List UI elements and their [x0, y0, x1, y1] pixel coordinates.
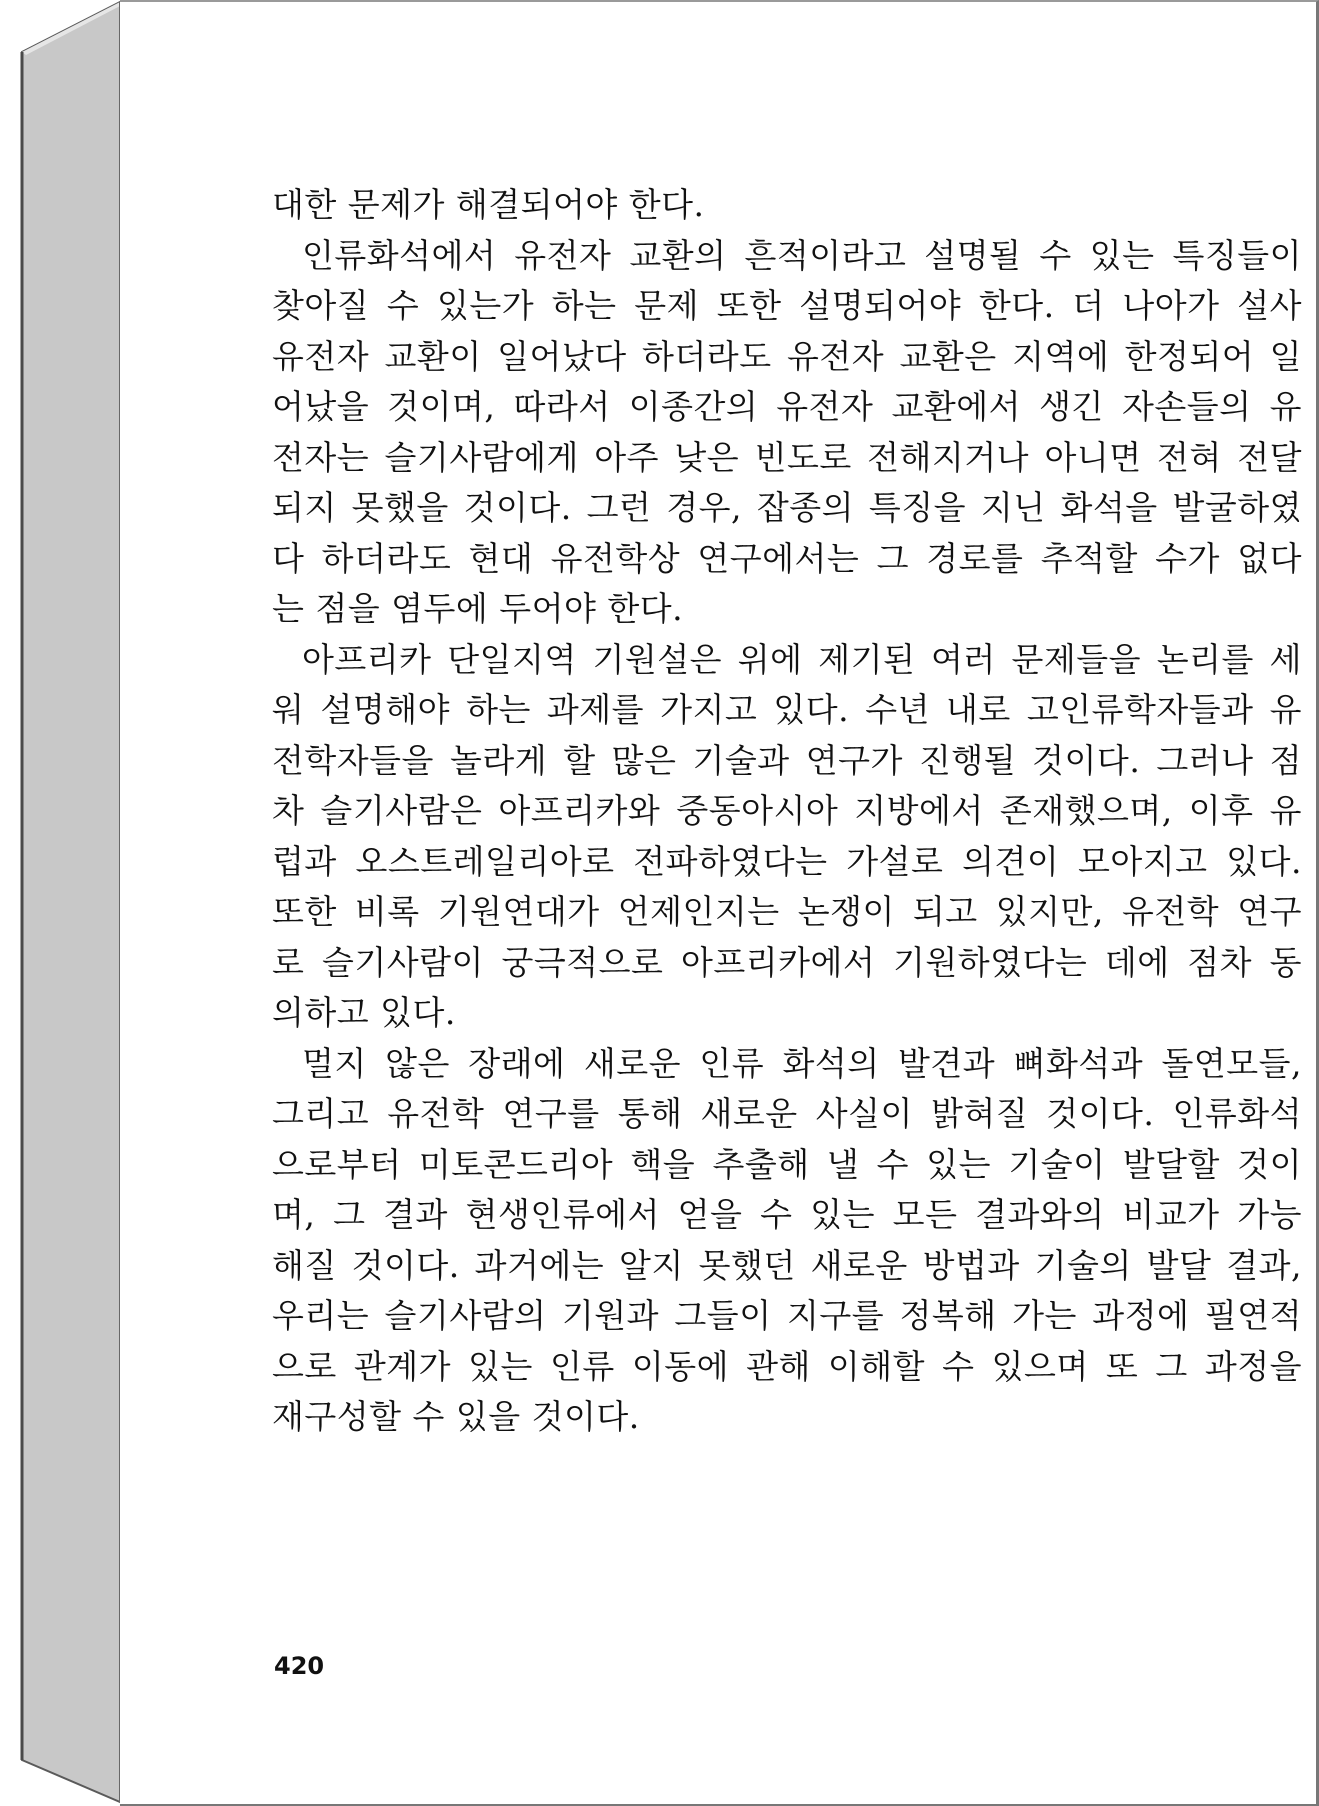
text-line: 되지 못했을 것이다. 그런 경우, 잡종의 특징을 지닌 화석을 발굴하였	[272, 488, 1302, 527]
text-line: 멀지 않은 장래에 새로운 인류 화석의 발견과 뼈화석과 돌연모들,	[302, 1043, 1302, 1083]
book-spine-edge	[0, 0, 122, 1806]
text-line: 며, 그 결과 현생인류에서 얻을 수 있는 모든 결과와의 비교가 가능	[272, 1195, 1302, 1234]
body-text	[272, 180, 1302, 1443]
text-line: 전학자들을 놀라게 할 많은 기술과 연구가 진행될 것이다. 그러나 점	[272, 740, 1302, 780]
text-line: 차 슬기사람은 아프리카와 중동아시아 지방에서 존재했으며, 이후 유	[272, 791, 1302, 830]
text-line: 찾아질 수 있는가 하는 문제 또한 설명되어야 한다. 더 나아가 설사	[272, 286, 1302, 325]
text-line: 전자는 슬기사람에게 아주 낮은 빈도로 전해지거나 아니면 전혀 전달	[272, 437, 1302, 477]
text-line: 유전자 교환이 일어났다 하더라도 유전자 교환은 지역에 한정되어 일	[272, 336, 1302, 376]
page-number: 420	[274, 1652, 325, 1680]
text-line: 또한 비록 기원연대가 언제인지는 논쟁이 되고 있지만, 유전학 연구	[272, 892, 1302, 931]
text-line: 우리는 슬기사람의 기원과 그들이 지구를 정복해 가는 과정에 필연적	[272, 1296, 1302, 1335]
text-line: 워 설명해야 하는 과제를 가지고 있다. 수년 내로 고인류학자들과 유	[272, 690, 1302, 729]
text-line: 어났을 것이며, 따라서 이종간의 유전자 교환에서 생긴 자손들의 유	[272, 387, 1302, 426]
text-line: 럽과 오스트레일리아로 전파하였다는 가설로 의견이 모아지고 있다.	[272, 841, 1302, 881]
text-line: 으로부터 미토콘드리아 핵을 추출해 낼 수 있는 기술이 발달할 것이	[272, 1144, 1302, 1184]
text-line: 는 점을 염두에 두어야 한다.	[272, 589, 684, 628]
text-line: 의하고 있다.	[272, 993, 456, 1032]
text-line: 로 슬기사람이 궁극적으로 아프리카에서 기원하였다는 데에 점차 동	[272, 942, 1302, 982]
text-line: 아프리카 단일지역 기원설은 위에 제기된 여러 문제들을 논리를 세	[302, 639, 1302, 679]
text-line: 다 하더라도 현대 유전학상 연구에서는 그 경로를 추적할 수가 없다	[272, 538, 1302, 578]
text-line: 해질 것이다. 과거에는 알지 못했던 새로운 방법과 기술의 발달 결과,	[272, 1245, 1302, 1285]
text-line: 으로 관계가 있는 인류 이동에 관해 이해할 수 있으며 또 그 과정을	[272, 1346, 1302, 1386]
book-page	[120, 0, 1319, 1806]
text-line: 재구성할 수 있을 것이다.	[272, 1397, 640, 1436]
text-line: 인류화석에서 유전자 교환의 흔적이라고 설명될 수 있는 특징들이	[302, 235, 1302, 275]
text-line: 대한 문제가 해결되어야 한다.	[272, 185, 705, 224]
text-line: 그리고 유전학 연구를 통해 새로운 사실이 밝혀질 것이다. 인류화석	[272, 1094, 1302, 1133]
